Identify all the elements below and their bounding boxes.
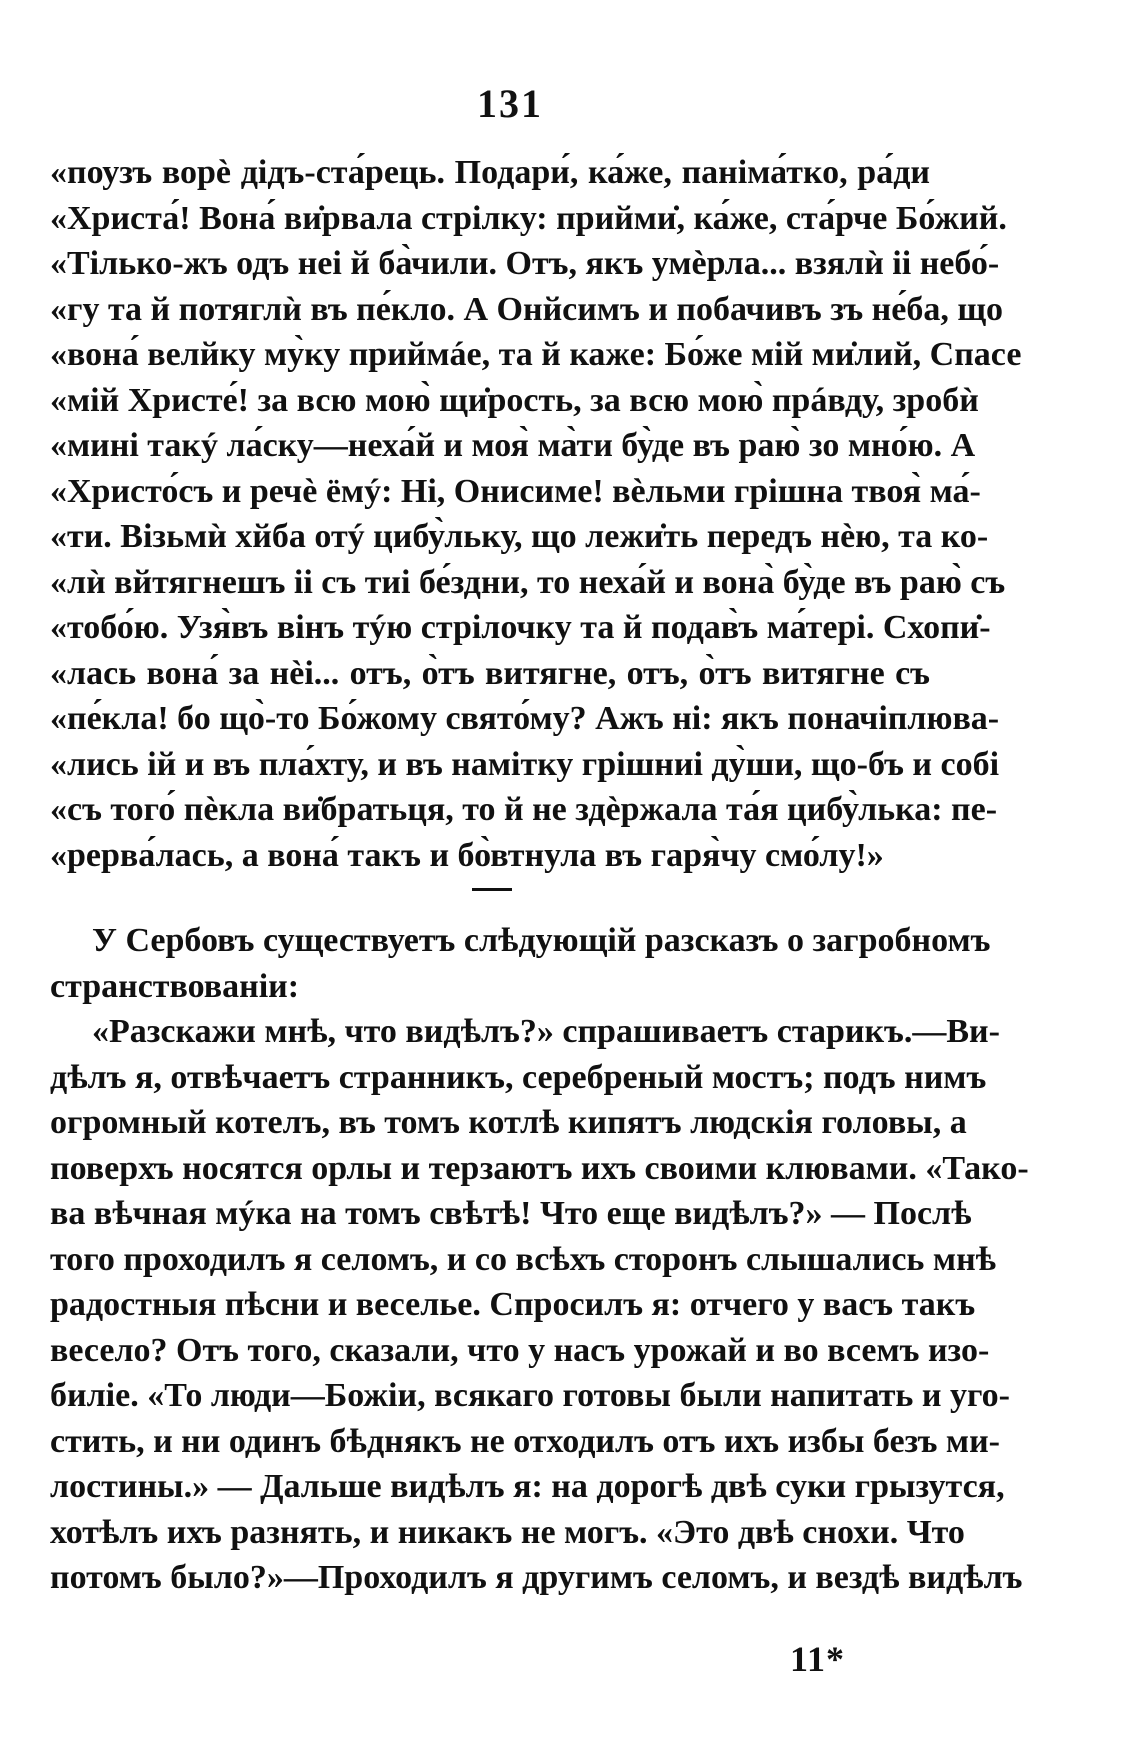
page-number: 131 bbox=[477, 81, 543, 126]
text-line: «мині такý ла́ску—неха́й и моя̀ ма̀ти бу̀де въ раю̀ зо мно́ю. А bbox=[50, 427, 976, 464]
section-divider bbox=[472, 888, 512, 891]
text-line: биліе. «То люди—Божіи, всякаго готовы были напитать и уго- bbox=[50, 1377, 1010, 1414]
text-line: «съ того́ пѐкла ви̇братьця, то й не здѐржала та́я цибу̀лька: пе- bbox=[50, 791, 998, 828]
text-line: «лѝ вйтягнешъ іі съ тиі бе́здни, то неха́й и вона̀ бу̀де въ раю̀ съ bbox=[50, 563, 1006, 601]
text-line: «лась вона́ за нѐі... отъ, о̀тъ витягне, отъ, о̀тъ витягне съ bbox=[50, 654, 930, 692]
text-line: «мій Христе́! за всю мою̀ щи̇рость, за всю мою̀ прáвду, зробѝ bbox=[50, 381, 979, 419]
signature-mark: 11* bbox=[790, 1639, 846, 1679]
text-line: «рерва́лась, а вона́ такъ и бо̀втнула въ гаря̀чу смо́лу!» bbox=[50, 836, 884, 874]
text-line: «поузъ ворѐ дідъ-ста́рець. Подари́, ка́же, панiма́тко, ра́ди bbox=[50, 154, 930, 191]
text-line: огромный котелъ, въ томъ котлѣ кипятъ людскія головы, а bbox=[50, 1104, 967, 1141]
text-line: «Христо́съ и речѐ ёмý: Ні, Онисиме! вѐльми грішна твоя̀ ма́- bbox=[50, 472, 981, 510]
text-line: потомъ было?»—Проходилъ я другимъ селомъ, и вездѣ видѣлъ bbox=[50, 1559, 1023, 1596]
text-line: «гу та й потяглѝ въ пе́кло. А Онйсимъ и побачивъ зъ не́ба, що bbox=[50, 290, 1004, 328]
russian-section-block bbox=[50, 918, 1029, 1601]
text-line: того проходилъ я селомъ, и со всѣхъ сторонъ слышались мнѣ bbox=[50, 1240, 997, 1278]
text-line: странствованіи: bbox=[50, 967, 300, 1005]
text-line: хотѣлъ ихъ разнять, и никакъ не могъ. «Это двѣ снохи. Что bbox=[50, 1513, 965, 1551]
text-line: «Тілько-жъ одъ неі й ба̀чили. Отъ, якъ умѐрла... взялѝ іі небо́- bbox=[50, 245, 1000, 282]
ukrainian-quote-block bbox=[50, 150, 1022, 878]
text-line: «ти. Візьмѝ хйба отý цибу̀льку, що лежи̇ть передъ нѐю, та ко- bbox=[50, 518, 989, 555]
text-line: У Сербовъ существуетъ слѣдующій разсказъ о загробномъ bbox=[92, 922, 991, 959]
text-line: «вона́ велйку му̀ку приймáе, та й каже: Бо́же мій ми̇лий, Спасе bbox=[50, 336, 1022, 373]
text-line: «лись ій и въ пла́хту, и въ намітку грішниі ду̀ши, що-бъ и собі bbox=[50, 745, 1000, 783]
text-line: дѣлъ я, отвѣчаетъ странникъ, серебреный мостъ; подъ нимъ bbox=[50, 1058, 987, 1096]
text-line: «пе́кла! бо що̀-то Бо́жому свято́му? Ажъ ні: якъ поначіплюва- bbox=[50, 700, 1000, 737]
text-line: «Христа́! Вона́ ви̇рвала стрілку: прийми̇, ка́же, ста́рче Бо́жий. bbox=[50, 199, 1007, 237]
text-line: «тобо́ю. Узя̀въ вінъ тýю стрілочку та й подав̀ъ ма́тері. Схопи̇- bbox=[50, 609, 991, 646]
text-line: поверхъ носятся орлы и терзаютъ ихъ своими клювами. «Тако- bbox=[50, 1149, 1029, 1187]
text-line: ва вѣчная мýка на томъ свѣтѣ! Что еще видѣлъ?» — Послѣ bbox=[50, 1195, 972, 1232]
text-line: весело? Отъ того, сказали, что у насъ урожай и во всемъ изо- bbox=[50, 1331, 990, 1369]
text-line: радостныя пѣсни и веселье. Спросилъ я: отчего у васъ такъ bbox=[50, 1286, 976, 1323]
text-line: стить, и ни одинъ бѣднякъ не отходилъ отъ ихъ избы безъ ми- bbox=[50, 1422, 1001, 1460]
text-line: «Разскажи мнѣ, что видѣлъ?» спрашиваетъ старикъ.—Ви- bbox=[92, 1013, 1000, 1050]
text-line: лостины.» — Дальше видѣлъ я: на дорогѣ двѣ суки грызутся, bbox=[50, 1468, 1005, 1505]
